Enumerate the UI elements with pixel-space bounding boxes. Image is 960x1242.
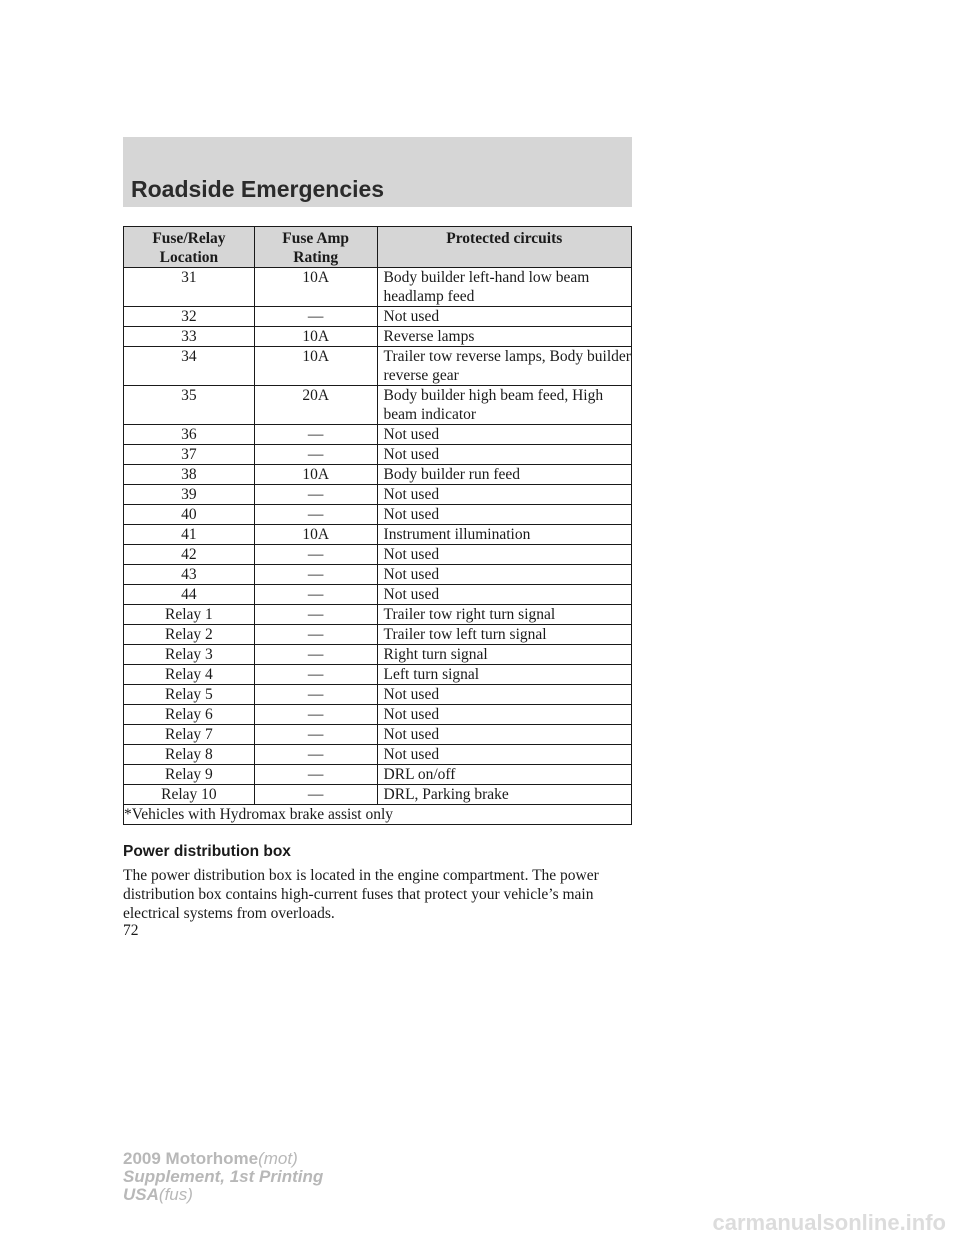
cell-amp-rating: — bbox=[254, 545, 377, 565]
column-header-protected-circuits: Protected circuits bbox=[377, 227, 631, 268]
table-body bbox=[124, 268, 632, 805]
cell-location: Relay 6 bbox=[124, 705, 255, 725]
cell-protected-circuits: Not used bbox=[377, 307, 631, 327]
cell-location: Relay 9 bbox=[124, 765, 255, 785]
cell-amp-rating: 10A bbox=[254, 465, 377, 485]
cell-amp-rating: — bbox=[254, 745, 377, 765]
cell-amp-rating: — bbox=[254, 485, 377, 505]
table-row bbox=[124, 307, 632, 327]
cell-location: Relay 5 bbox=[124, 685, 255, 705]
cell-location: 44 bbox=[124, 585, 255, 605]
cell-location: Relay 2 bbox=[124, 625, 255, 645]
cell-amp-rating: 10A bbox=[254, 347, 377, 386]
cell-amp-rating: 10A bbox=[254, 268, 377, 307]
cell-amp-rating: — bbox=[254, 425, 377, 445]
column-header-location: Fuse/Relay Location bbox=[124, 227, 255, 268]
footer-printing: Supplement, 1st Printing bbox=[123, 1167, 324, 1186]
table-row bbox=[124, 445, 632, 465]
table-row bbox=[124, 327, 632, 347]
footer-market: USA bbox=[123, 1185, 159, 1204]
cell-protected-circuits: Not used bbox=[377, 425, 631, 445]
table-row bbox=[124, 347, 632, 386]
cell-protected-circuits: Not used bbox=[377, 685, 631, 705]
fuse-relay-table bbox=[123, 226, 632, 825]
cell-amp-rating: — bbox=[254, 445, 377, 465]
cell-protected-circuits: Not used bbox=[377, 505, 631, 525]
cell-protected-circuits: Reverse lamps bbox=[377, 327, 631, 347]
cell-protected-circuits: Not used bbox=[377, 565, 631, 585]
cell-location: 36 bbox=[124, 425, 255, 445]
cell-location: 38 bbox=[124, 465, 255, 485]
cell-location: Relay 1 bbox=[124, 605, 255, 625]
cell-protected-circuits: Right turn signal bbox=[377, 645, 631, 665]
footer-market-code: (fus) bbox=[158, 1185, 193, 1204]
table-header-row bbox=[124, 227, 632, 268]
table-row bbox=[124, 725, 632, 745]
table-row bbox=[124, 545, 632, 565]
cell-protected-circuits: DRL, Parking brake bbox=[377, 785, 631, 805]
table-row bbox=[124, 745, 632, 765]
cell-location: 33 bbox=[124, 327, 255, 347]
cell-protected-circuits: Not used bbox=[377, 745, 631, 765]
cell-protected-circuits: Trailer tow left turn signal bbox=[377, 625, 631, 645]
cell-location: 42 bbox=[124, 545, 255, 565]
cell-protected-circuits: Not used bbox=[377, 445, 631, 465]
cell-protected-circuits: Not used bbox=[377, 485, 631, 505]
cell-protected-circuits: Trailer tow reverse lamps, Body builder reverse gear bbox=[377, 347, 631, 386]
table-row bbox=[124, 665, 632, 685]
cell-location: 39 bbox=[124, 485, 255, 505]
cell-amp-rating: — bbox=[254, 605, 377, 625]
cell-amp-rating: — bbox=[254, 765, 377, 785]
table-row bbox=[124, 625, 632, 645]
cell-protected-circuits: Not used bbox=[377, 705, 631, 725]
table-row bbox=[124, 685, 632, 705]
cell-amp-rating: 20A bbox=[254, 386, 377, 425]
table-row bbox=[124, 585, 632, 605]
table-row bbox=[124, 485, 632, 505]
body-paragraph: The power distribution box is located in the engine compartment. The power distribution box contains high-current fuses that protect your vehicle’s main electrical systems from overloads. bbox=[123, 867, 599, 922]
cell-location: 34 bbox=[124, 347, 255, 386]
cell-amp-rating: — bbox=[254, 705, 377, 725]
site-watermark: carmanualsonline.info bbox=[712, 1210, 946, 1235]
cell-amp-rating: — bbox=[254, 725, 377, 745]
cell-location: 43 bbox=[124, 565, 255, 585]
cell-location: 37 bbox=[124, 445, 255, 465]
table-row bbox=[124, 645, 632, 665]
cell-amp-rating: — bbox=[254, 665, 377, 685]
table-footnote-row bbox=[124, 805, 632, 825]
cell-protected-circuits: Not used bbox=[377, 725, 631, 745]
cell-amp-rating: — bbox=[254, 585, 377, 605]
cell-location: 35 bbox=[124, 386, 255, 425]
table-row bbox=[124, 465, 632, 485]
section-header-bar bbox=[123, 137, 632, 207]
cell-amp-rating: — bbox=[254, 785, 377, 805]
cell-protected-circuits: Body builder run feed bbox=[377, 465, 631, 485]
cell-amp-rating: — bbox=[254, 685, 377, 705]
table-row bbox=[124, 525, 632, 545]
cell-amp-rating: 10A bbox=[254, 525, 377, 545]
table-row bbox=[124, 505, 632, 525]
table-row bbox=[124, 785, 632, 805]
cell-protected-circuits: Not used bbox=[377, 585, 631, 605]
cell-protected-circuits: Instrument illumination bbox=[377, 525, 631, 545]
cell-location: 32 bbox=[124, 307, 255, 327]
table-row bbox=[124, 765, 632, 785]
cell-protected-circuits: Trailer tow right turn signal bbox=[377, 605, 631, 625]
cell-location: Relay 10 bbox=[124, 785, 255, 805]
cell-location: 40 bbox=[124, 505, 255, 525]
table-row bbox=[124, 386, 632, 425]
cell-amp-rating: — bbox=[254, 307, 377, 327]
cell-location: Relay 4 bbox=[124, 665, 255, 685]
cell-protected-circuits: Not used bbox=[377, 545, 631, 565]
cell-protected-circuits: Body builder left-hand low beam headlamp feed bbox=[377, 268, 631, 307]
table-row bbox=[124, 605, 632, 625]
table-row bbox=[124, 565, 632, 585]
cell-location: 31 bbox=[124, 268, 255, 307]
document-footer bbox=[123, 1150, 323, 1204]
table-row bbox=[124, 705, 632, 725]
cell-amp-rating: — bbox=[254, 645, 377, 665]
column-header-amp-rating: Fuse Amp Rating bbox=[254, 227, 377, 268]
subsection-heading: Power distribution box bbox=[123, 843, 291, 860]
cell-protected-circuits: Left turn signal bbox=[377, 665, 631, 685]
cell-location: 41 bbox=[124, 525, 255, 545]
cell-location: Relay 8 bbox=[124, 745, 255, 765]
table-footnote: *Vehicles with Hydromax brake assist only bbox=[124, 805, 632, 825]
table-row bbox=[124, 425, 632, 445]
cell-amp-rating: — bbox=[254, 505, 377, 525]
cell-amp-rating: — bbox=[254, 565, 377, 585]
footer-title-code: (mot) bbox=[258, 1149, 298, 1168]
footer-title: 2009 Motorhome bbox=[123, 1149, 259, 1168]
cell-protected-circuits: Body builder high beam feed, High beam indicator bbox=[377, 386, 631, 425]
table-row bbox=[124, 268, 632, 307]
cell-location: Relay 7 bbox=[124, 725, 255, 745]
cell-protected-circuits: DRL on/off bbox=[377, 765, 631, 785]
cell-amp-rating: — bbox=[254, 625, 377, 645]
section-title: Roadside Emergencies bbox=[131, 176, 385, 202]
page-number: 72 bbox=[123, 922, 139, 939]
cell-location: Relay 3 bbox=[124, 645, 255, 665]
cell-amp-rating: 10A bbox=[254, 327, 377, 347]
